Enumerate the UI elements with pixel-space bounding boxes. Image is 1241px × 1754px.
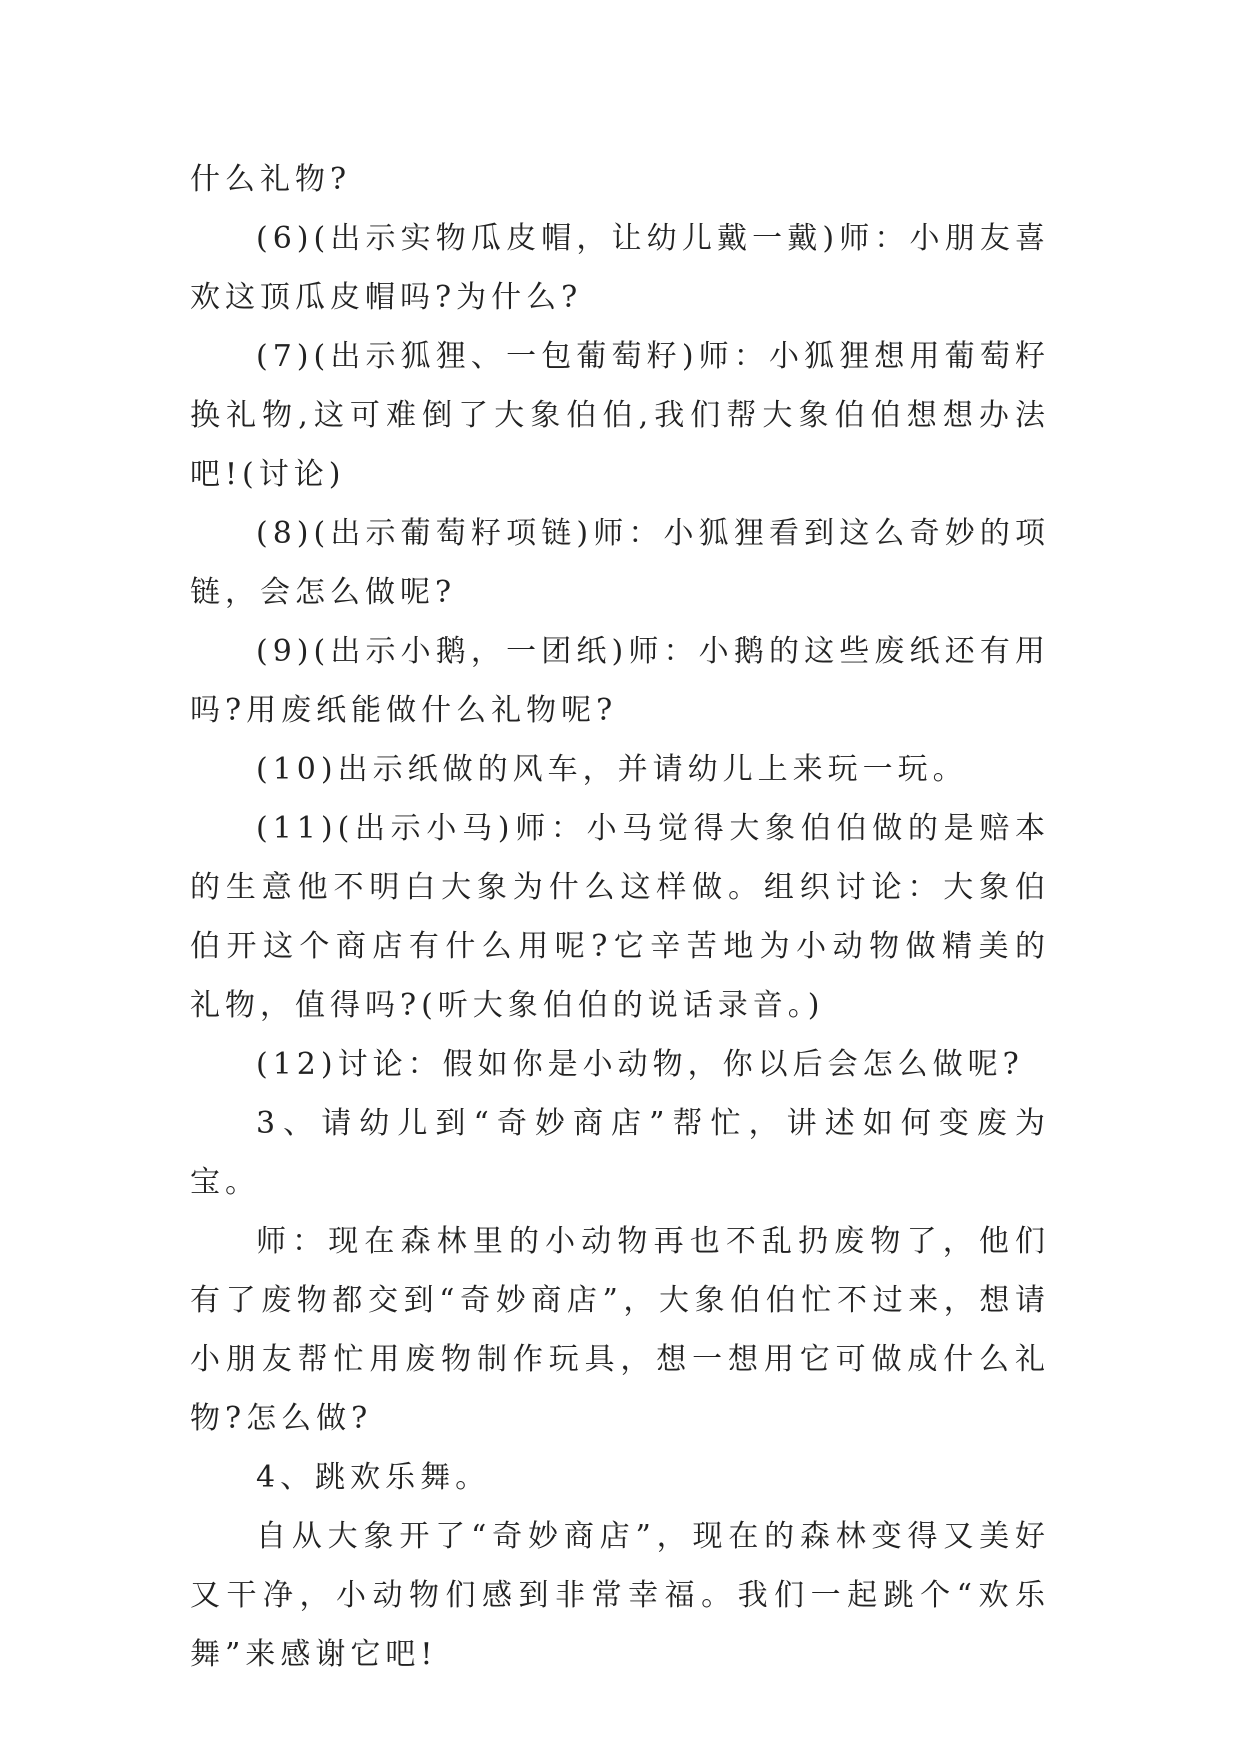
paragraph-item-8: (8)(出示葡萄籽项链)师：小狐狸看到这么奇妙的项链，会怎么做呢?: [190, 516, 1050, 610]
paragraph-item-9: (9)(出示小鹅，一团纸)师：小鹅的这些废纸还有用吗?用废纸能做什么礼物呢?: [190, 634, 1050, 728]
paragraph-item-7: (7)(出示狐狸、一包葡萄籽)师：小狐狸想用葡萄籽换礼物,这可难倒了大象伯伯,我们帮大象伯伯想想办法吧!(讨论): [190, 339, 1050, 492]
paragraph-item-12: (12)讨论：假如你是小动物，你以后会怎么做呢?: [256, 1047, 1024, 1082]
paragraph-step-4: 4、跳欢乐舞。: [256, 1460, 491, 1495]
paragraph-item-6: (6)(出示实物瓜皮帽，让幼儿戴一戴)师：小朋友喜欢这顶瓜皮帽吗?为什么?: [190, 221, 1050, 315]
paragraph-teacher-speech: 师：现在森林里的小动物再也不乱扔废物了，他们有了废物都交到“奇妙商店”，大象伯伯忙不过来，想请小朋友帮忙用废物制作玩具，想一想用它可做成什么礼物?怎么做?: [190, 1224, 1050, 1436]
paragraph-item-11: (11)(出示小马)师：小马觉得大象伯伯做的是赔本的生意他不明白大象为什么这样做。组织讨论：大象伯伯开这个商店有什么用呢?它辛苦地为小动物做精美的礼物，值得吗?(听大象伯伯的说话录音。): [190, 811, 1050, 1023]
paragraph-continuation: 什么礼物?: [190, 162, 352, 197]
document-body: [190, 150, 1050, 1684]
paragraph-closing: 自从大象开了“奇妙商店”，现在的森林变得又美好又干净，小动物们感到非常幸福。我们一起跳个“欢乐舞”来感谢它吧!: [190, 1519, 1050, 1672]
paragraph-item-10: (10)出示纸做的风车，并请幼儿上来玩一玩。: [256, 752, 968, 787]
paragraph-step-3: 3、请幼儿到“奇妙商店”帮忙，讲述如何变废为宝。: [190, 1106, 1050, 1200]
